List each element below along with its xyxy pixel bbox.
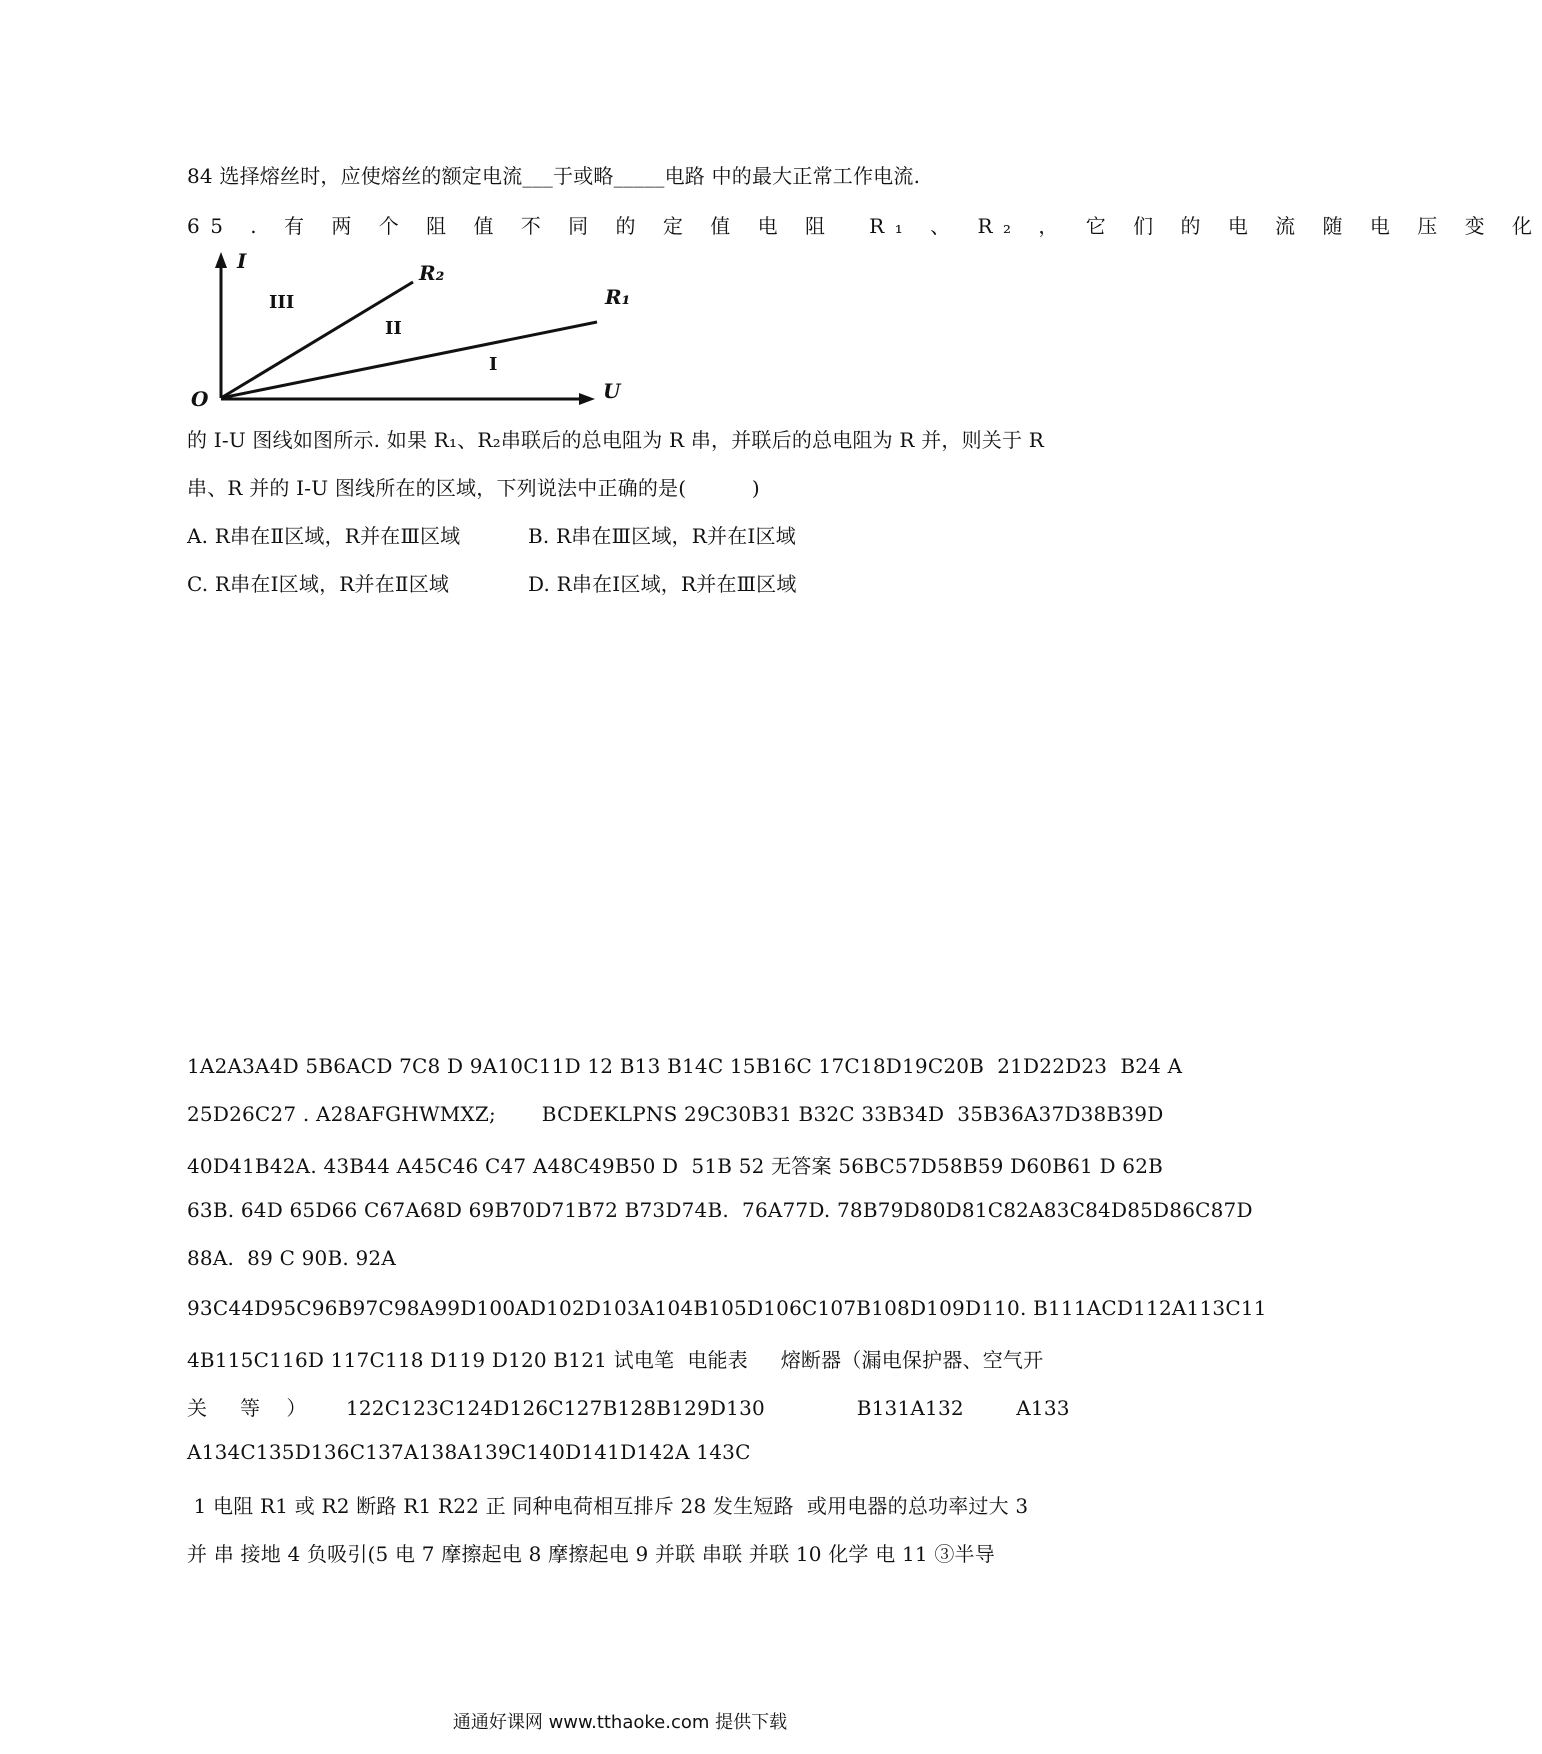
answer-line-1: 1A2A3A4D 5B6ACD 7C8 D 9A10C11D 12 B13 B14C 15B16C 17C18D19C20B 21D22D23 B24 A bbox=[187, 1054, 1183, 1078]
answer-line-5: 88A. 89 C 90B. 92A bbox=[187, 1246, 396, 1270]
region-2-label: II bbox=[385, 318, 402, 339]
option-c: C. R串在Ⅰ区域，R并在Ⅱ区域 bbox=[187, 572, 450, 596]
page-footer: 通通好课网 www.tthaoke.com 提供下载 bbox=[452, 1712, 788, 1733]
i-axis-label: I bbox=[237, 249, 247, 273]
answer-line-11: 并 串 接地 4 负吸引(5 电 7 摩擦起电 8 摩擦起电 9 并联 串联 并联 10 化学 电 11 ③半导 bbox=[187, 1542, 995, 1566]
question-65-stem-line2: 的 I-U 图线如图所示. 如果 R₁、R₂串联后的总电阻为 R 串，并联后的总电阻为 R 并，则关于 R bbox=[187, 428, 1045, 452]
region-1-label: I bbox=[489, 354, 498, 375]
iu-graph-figure bbox=[185, 248, 685, 411]
answer-line-6: 93C44D95C96B97C98A99D100AD102D103A104B105D106C107B108D109D110. B111ACD112A113C11 bbox=[187, 1296, 1267, 1320]
answer-line-2: 25D26C27 . A28AFGHWMXZ; BCDEKLPNS 29C30B31 B32C 33B34D 35B36A37D38B39D bbox=[187, 1102, 1164, 1126]
question-84-text: 84 选择熔丝时，应使熔丝的额定电流___于或略_____电路 中的最大正常工作电流. bbox=[187, 164, 921, 188]
question-65-stem-line3: 串、R 并的 I-U 图线所在的区域，下列说法中正确的是( ) bbox=[187, 476, 760, 500]
option-a: A. R串在Ⅱ区域，R并在Ⅲ区域 bbox=[187, 524, 461, 548]
region-3-label: III bbox=[269, 292, 295, 313]
answer-line-3: 40D41B42A. 43B44 A45C46 C47 A48C49B50 D 51B 52 无答案 56BC57D58B59 D60B61 D 62B bbox=[187, 1154, 1164, 1178]
question-65-stem-line1: 65 . 有 两 个 阻 值 不 同 的 定 值 电 阻 R₁ 、 R₂ ， 它 们 的 电 流 随 电 压 变 化 bbox=[187, 214, 1542, 238]
u-axis-label: U bbox=[603, 379, 621, 403]
answer-line-10: 1 电阻 R1 或 R2 断路 R1 R22 正 同种电荷相互排斥 28 发生短路 或用电器的总功率过大 3 bbox=[187, 1494, 1029, 1518]
answer-line-8: 关 等 ） 122C123C124D126C127B128B129D130 B131A132 A133 bbox=[187, 1396, 1070, 1420]
r2-label: R₂ bbox=[419, 261, 445, 285]
option-d: D. R串在Ⅰ区域，R并在Ⅲ区域 bbox=[528, 572, 797, 596]
r1-label: R₁ bbox=[605, 285, 631, 309]
answer-line-9: A134C135D136C137A138A139C140D141D142A 143C bbox=[187, 1440, 751, 1464]
origin-label: O bbox=[191, 387, 209, 411]
answer-line-7: 4B115C116D 117C118 D119 D120 B121 试电笔 电能表 熔断器（漏电保护器、空气开 bbox=[187, 1348, 1044, 1372]
answer-line-4: 63B. 64D 65D66 C67A68D 69B70D71B72 B73D74B. 76A77D. 78B79D80D81C82A83C84D85D86C87D bbox=[187, 1198, 1253, 1222]
option-b: B. R串在Ⅲ区域，R并在Ⅰ区域 bbox=[528, 524, 796, 548]
